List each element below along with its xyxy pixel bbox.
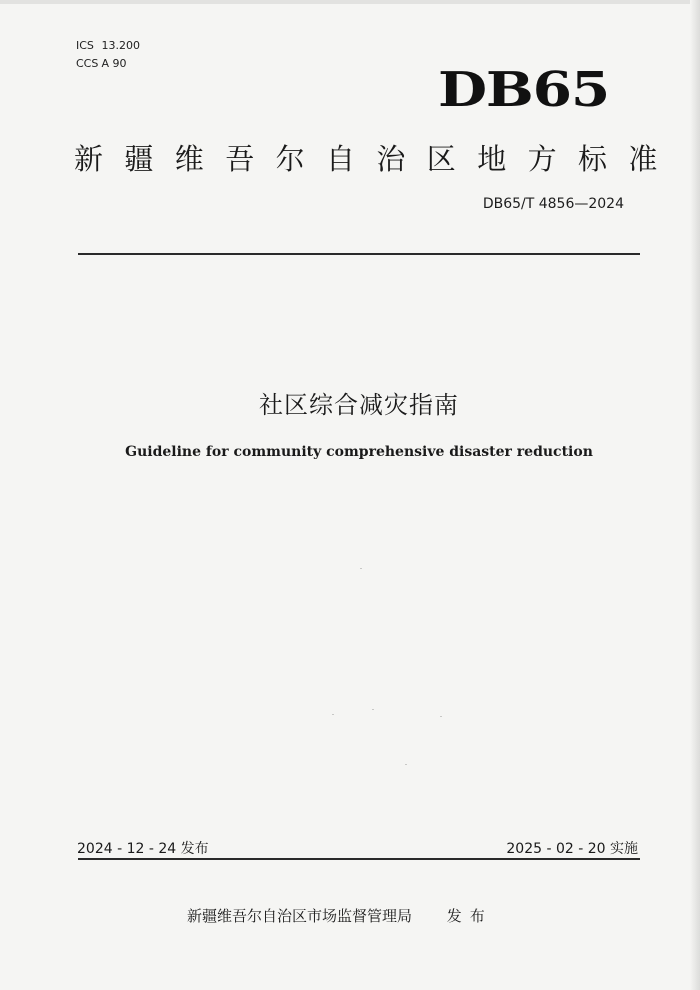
ics-label: ICS xyxy=(76,39,94,52)
ics-value: 13.200 xyxy=(101,39,140,52)
scan-speck xyxy=(332,714,334,715)
standard-type-name: 新疆维吾尔自治区地方标准 xyxy=(74,142,679,176)
title-chinese: 社区综合减灾指南 xyxy=(259,391,459,419)
issuer-name: 新疆维吾尔自治区市场监督管理局 xyxy=(187,907,413,925)
footer-divider xyxy=(78,858,640,860)
implementation-date: 2025 - 02 - 20 实施 xyxy=(506,841,638,857)
ccs-label: CCS xyxy=(76,57,99,70)
classification-codes xyxy=(76,37,140,73)
title-english: Guideline for community comprehensive disaster reduction xyxy=(125,444,593,460)
scan-speck xyxy=(405,764,407,765)
scan-speck xyxy=(360,568,362,569)
header-divider xyxy=(78,253,640,255)
ccs-row xyxy=(76,55,140,73)
issuer-action: 发布 xyxy=(446,907,493,925)
issue-date: 2024 - 12 - 24 发布 xyxy=(77,841,209,857)
ccs-value: A 90 xyxy=(101,57,127,70)
standard-number: DB65/T 4856—2024 xyxy=(482,196,624,212)
scan-right-edge xyxy=(690,0,700,990)
scan-top-edge xyxy=(0,0,700,4)
issuing-authority xyxy=(187,905,493,926)
ics-row xyxy=(76,37,140,55)
db65-logo: DB65 xyxy=(438,62,610,118)
scan-speck xyxy=(372,709,374,710)
scan-speck xyxy=(440,716,442,717)
